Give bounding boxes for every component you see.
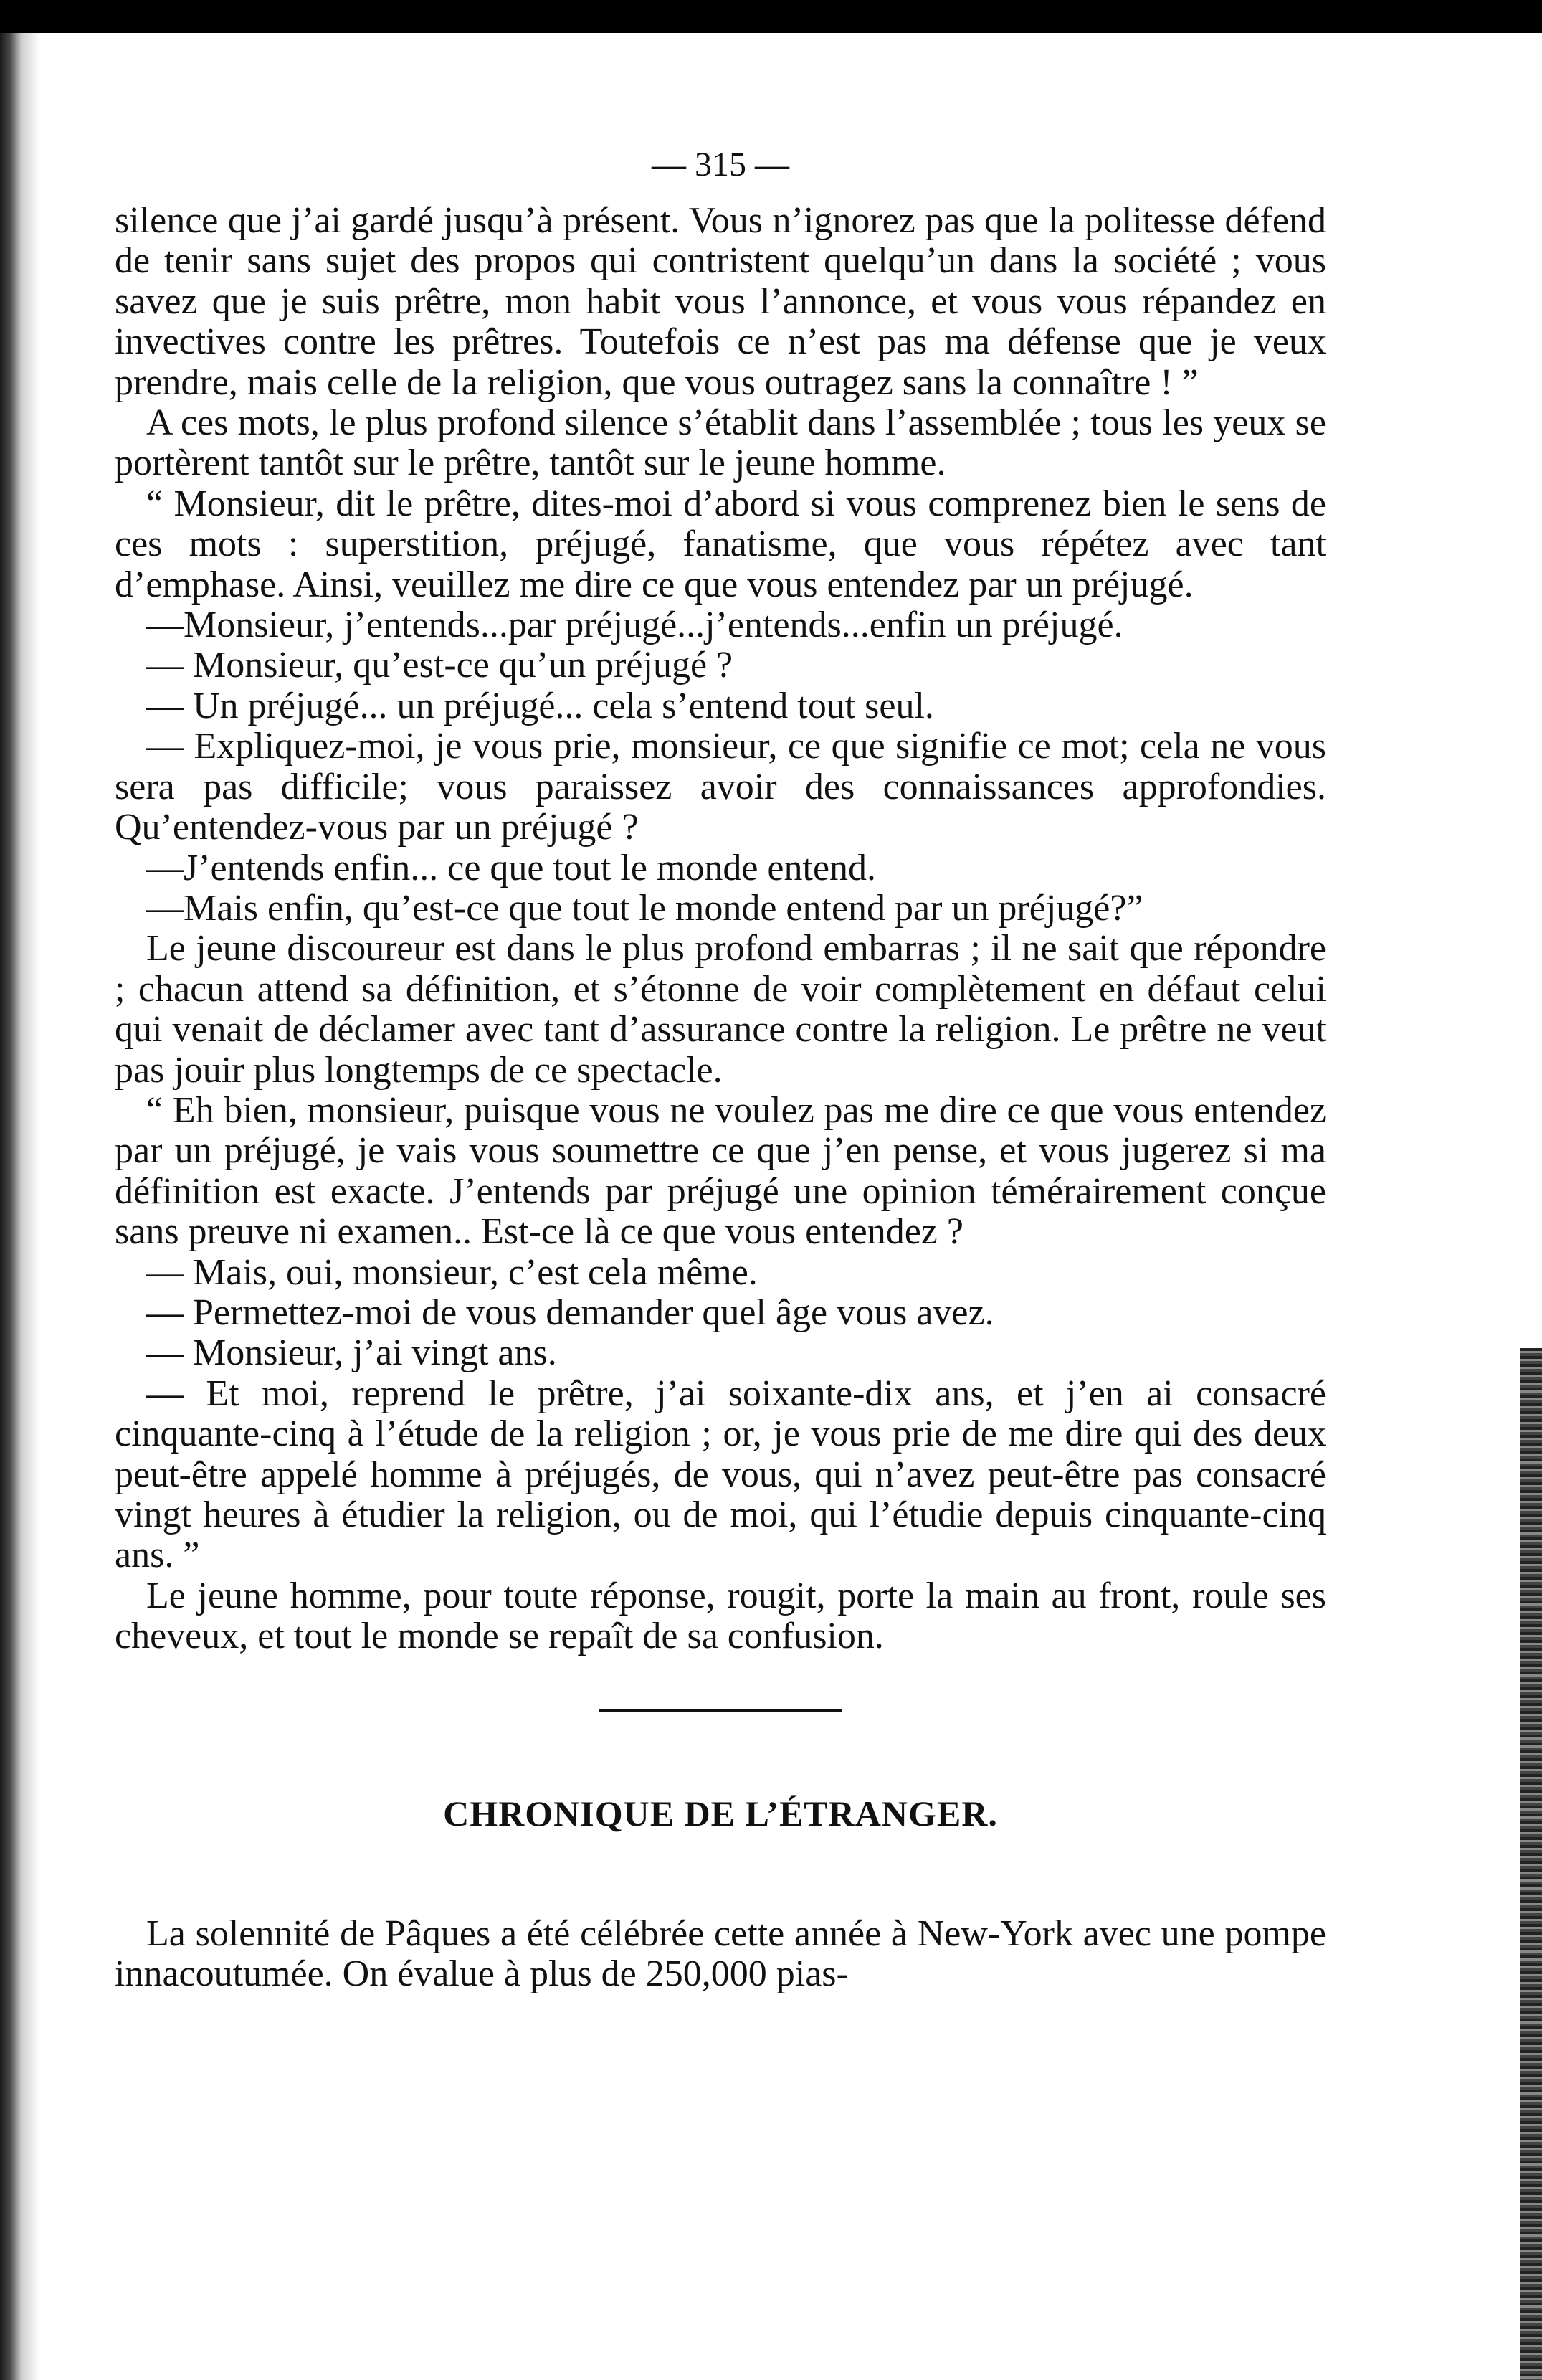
dialogue-line: — Permettez-moi de vous demander quel âge vous avez. — [146, 1291, 994, 1333]
section-body — [115, 1914, 1326, 1995]
dialogue-line: — Mais, oui, monsieur, c’est cela même. — [146, 1251, 758, 1293]
paragraph: Le jeune homme, pour toute réponse, rougit, porte la main au front, roule ses cheveux, et tout le monde se repaît de sa confusion. — [115, 1575, 1326, 1657]
dialogue-line: — Monsieur, j’ai vingt ans. — [146, 1332, 557, 1374]
paragraph: La solennité de Pâques a été célébrée cette année à New-York avec une pompe innacoutumée. On évalue à plus de 250,000 pias- — [115, 1912, 1326, 1995]
dialogue-line: — Un préjugé... un préjugé... cela s’entend tout seul. — [146, 685, 934, 726]
paragraph: A ces mots, le plus profond silence s’établit dans l’assemblée ; tous les yeux se portèrent tantôt sur le prêtre, tantôt sur le jeune homme. — [115, 402, 1326, 484]
paragraph: Le jeune discoureur est dans le plus profond embarras ; il ne sait que répondre ; chacun attend sa définition, et s’étonne de voir complètement en défaut celui qui venait de déclamer avec tant d’assurance contre la religion. Le prêtre ne veut pas jouir plus longtemps de ce spectacle. — [115, 928, 1326, 1091]
dialogue-line: — Et moi, reprend le prêtre, j’ai soixante-dix ans, et j’en ai consacré cinquante-cinq à l’étude de la religion ; or, je vous prie de me dire qui des deux peut-être appelé homme à préjugés, de vous, qui n’avez peut-être pas consacré vingt heures à étudier la religion, ou de moi, qui l’étudie depuis cinquante-cinq ans. ” — [115, 1372, 1326, 1576]
section-title: CHRONIQUE DE L’ÉTRANGER. — [443, 1793, 998, 1834]
dialogue-line: —J’entends enfin... ce que tout le monde entend. — [146, 847, 877, 888]
dialogue-line: — Expliquez-moi, je vous prie, monsieur, ce que signifie ce mot; cela ne vous sera pas difficile; vous paraissez avoir des connaissances approfondies. Qu’entendez-vous par un préjugé ? — [115, 726, 1326, 848]
paragraph: “ Monsieur, dit le prêtre, dites-moi d’abord si vous comprenez bien le sens de ces mots : superstition, préjugé, fanatisme, que vous répétez avec tant d’emphase. Ainsi, veuillez me dire ce que vous entendez par un préjugé. — [115, 483, 1326, 605]
paragraph: “ Eh bien, monsieur, puisque vous ne voulez pas me dire ce que vous entendez par un préjugé, je vais vous soumettre ce que j’en pense, et vous jugerez si ma définition est exacte. J’entends par préjugé une opinion témérairement conçue sans preuve ni examen.. Est-ce là ce que vous entendez ? — [115, 1089, 1326, 1253]
scan-right-edge-noise — [1520, 1348, 1542, 2380]
scan-top-border — [0, 0, 1542, 33]
dialogue-line: —Monsieur, j’entends...par préjugé...j’entends...enfin un préjugé. — [146, 605, 1123, 646]
dialogue-line: —Mais enfin, qu’est-ce que tout le monde entend par un préjugé?” — [146, 887, 1143, 929]
paragraph-continuation: silence que j’ai gardé jusqu’à présent. Vous n’ignorez pas que la politesse défend de tenir sans sujet des propos qui contristent quelqu’un dans la société ; vous savez que je suis prêtre, mon habit vous l’annonce, et vous vous répandez en invectives contre les prêtres. Toutefois ce n’est pas ma défense que je veux prendre, mais celle de la religion, que vous outragez sans la connaître ! ” — [115, 200, 1326, 403]
section-divider — [599, 1709, 842, 1712]
page-number: — 315 — — [652, 146, 789, 184]
dialogue-line: — Monsieur, qu’est-ce qu’un préjugé ? — [146, 645, 733, 686]
book-page — [115, 129, 1326, 1994]
scan-left-binding-shadow — [0, 33, 40, 2380]
